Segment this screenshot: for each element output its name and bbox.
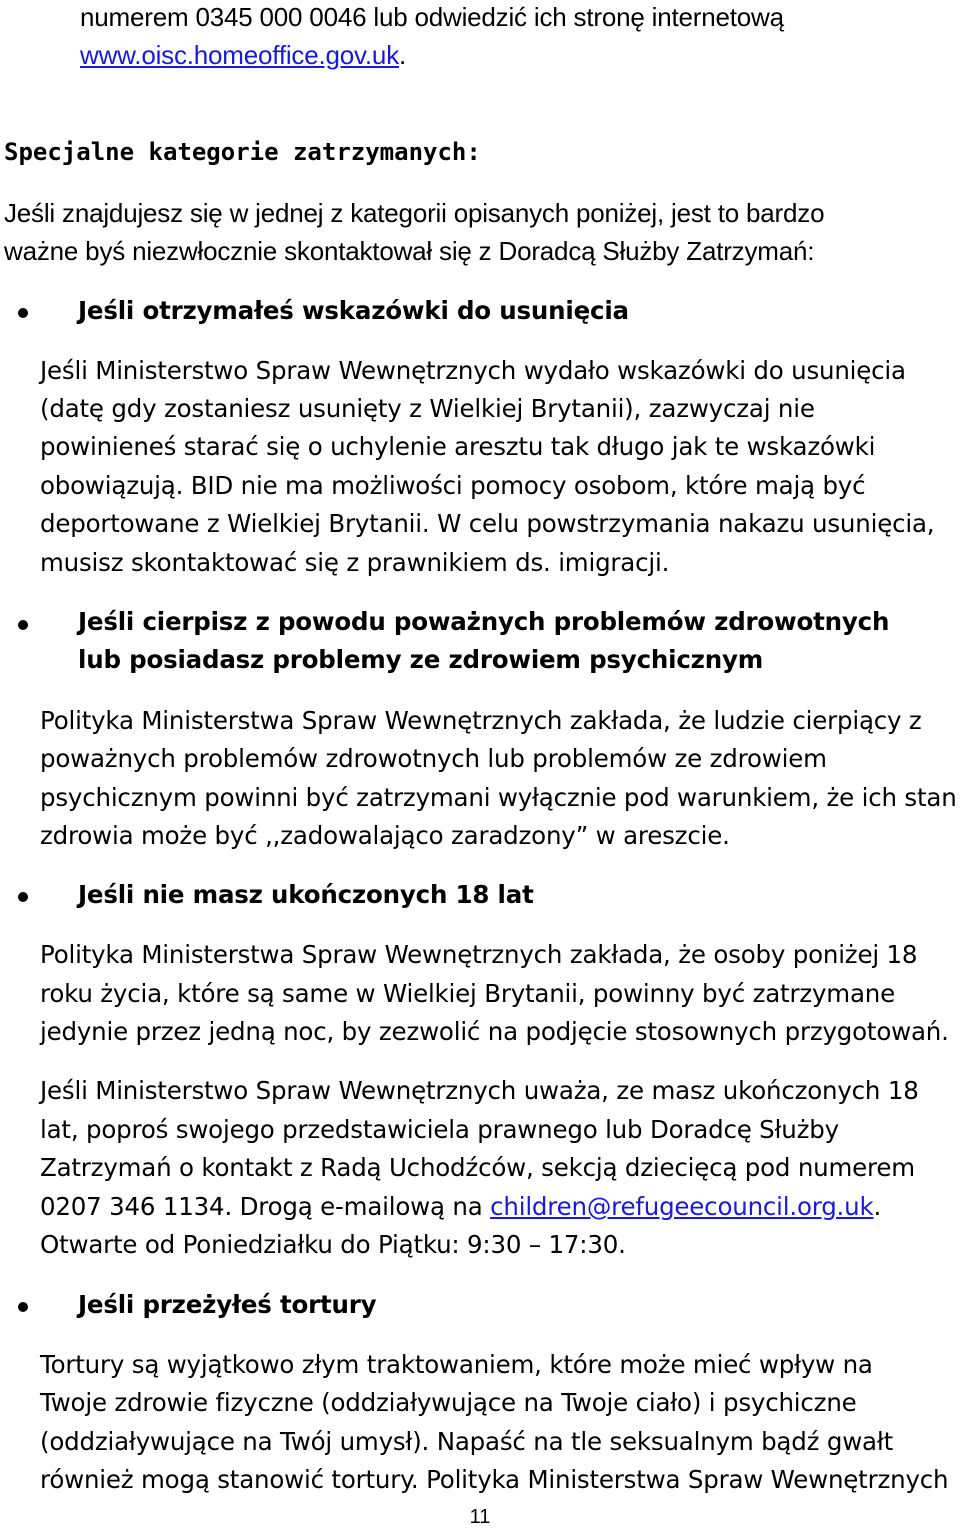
bullet-title-torture: Jeśli przeżyłeś tortury [78, 1290, 377, 1319]
bullet-dot [18, 308, 28, 318]
paragraph-line: (oddziaływujące na Twój umysł). Napaść na tle seksualnym bądź gwałt [40, 1427, 894, 1456]
paragraph-line: powinieneś starać się o uchylenie aresztu tak długo jak te wskazówki [40, 432, 876, 461]
bullet-dot [18, 892, 28, 902]
paragraph-line: Jeśli Ministerstwo Spraw Wewnętrznych wydało wskazówki do usunięcia [40, 356, 906, 385]
paragraph-line: poważnych problemów zdrowotnych lub problemów ze zdrowiem [40, 744, 827, 773]
bullet-title-under-18: Jeśli nie masz ukończonych 18 lat [78, 880, 534, 909]
intro-link-line [80, 38, 406, 72]
opening-hours: Otwarte od Poniedziałku do Piątku: 9:30 – 17:30. [40, 1230, 626, 1259]
paragraph-line: Polityka Ministerstwa Spraw Wewnętrznych zakłada, że osoby poniżej 18 [40, 940, 918, 969]
paragraph-line: Zatrzymań o kontakt z Radą Uchodźców, sekcją dziecięcą pod numerem [40, 1153, 915, 1182]
lead-line-1: Jeśli znajdujesz się w jednej z kategorii opisanych poniżej, jest to bardzo [4, 198, 825, 228]
paragraph-line: psychicznym powinni być zatrzymani wyłącznie pod warunkiem, że ich stan [40, 783, 957, 812]
paragraph-line: zdrowia może być ,,zadowalająco zaradzony” w areszcie. [40, 821, 730, 850]
paragraph-line: Twoje zdrowie fizyczne (oddziaływujące na Twoje ciało) i psychiczne [40, 1388, 857, 1417]
bullet-title-health-2: lub posiadasz problemy ze zdrowiem psychicznym [78, 645, 764, 674]
paragraph-line: deportowane z Wielkiej Brytanii. W celu powstrzymania nakazu usunięcia, [40, 509, 935, 538]
intro-link-suffix: . [399, 40, 407, 70]
paragraph-line: Jeśli Ministerstwo Spraw Wewnętrznych uważa, ze masz ukończonych 18 [40, 1076, 919, 1105]
bullet-title-removal: Jeśli otrzymałeś wskazówki do usunięcia [78, 296, 629, 325]
section-heading: Specjalne kategorie zatrzymanych: [4, 138, 481, 166]
oisc-link[interactable]: www.oisc.homeoffice.gov.uk [80, 40, 399, 70]
contact-line [40, 1190, 881, 1224]
contact-prefix: 0207 346 1134. Drogą e-mailową na [40, 1192, 491, 1221]
paragraph-line: jedynie przez jedną noc, by zezwolić na podjęcie stosownych przygotowań. [40, 1017, 949, 1046]
bullet-title-health-1: Jeśli cierpisz z powodu poważnych problemów zdrowotnych [78, 607, 890, 636]
paragraph-line: obowiązują. BID nie ma możliwości pomocy osobom, które mają być [40, 471, 866, 500]
intro-line: numerem 0345 000 0046 lub odwiedzić ich stronę internetową [80, 2, 784, 32]
bullet-dot [18, 620, 28, 630]
bullet-dot [18, 1302, 28, 1312]
lead-line-2: ważne byś niezwłocznie skontaktował się z Doradcą Służby Zatrzymań: [4, 236, 815, 266]
contact-suffix: . [873, 1192, 882, 1221]
paragraph-line: lat, poproś swojego przedstawiciela prawnego lub Doradcę Służby [40, 1115, 839, 1144]
paragraph-line: Polityka Ministerstwa Spraw Wewnętrznych zakłada, że ludzie cierpiący z [40, 706, 922, 735]
paragraph-line: (datę gdy zostaniesz usunięty z Wielkiej Brytanii), zazwyczaj nie [40, 394, 815, 423]
paragraph-line: Tortury są wyjątkowo złym traktowaniem, które może mieć wpływ na [40, 1350, 873, 1379]
email-link[interactable]: children@refugeecouncil.org.uk [490, 1192, 874, 1221]
paragraph-line: musisz skontaktować się z prawnikiem ds. imigracji. [40, 548, 670, 577]
page-number: 11 [469, 1506, 491, 1528]
paragraph-line: roku życia, które są same w Wielkiej Brytanii, powinny być zatrzymane [40, 979, 895, 1008]
paragraph-line: również mogą stanowić tortury. Polityka Ministerstwa Spraw Wewnętrznych [40, 1465, 949, 1494]
